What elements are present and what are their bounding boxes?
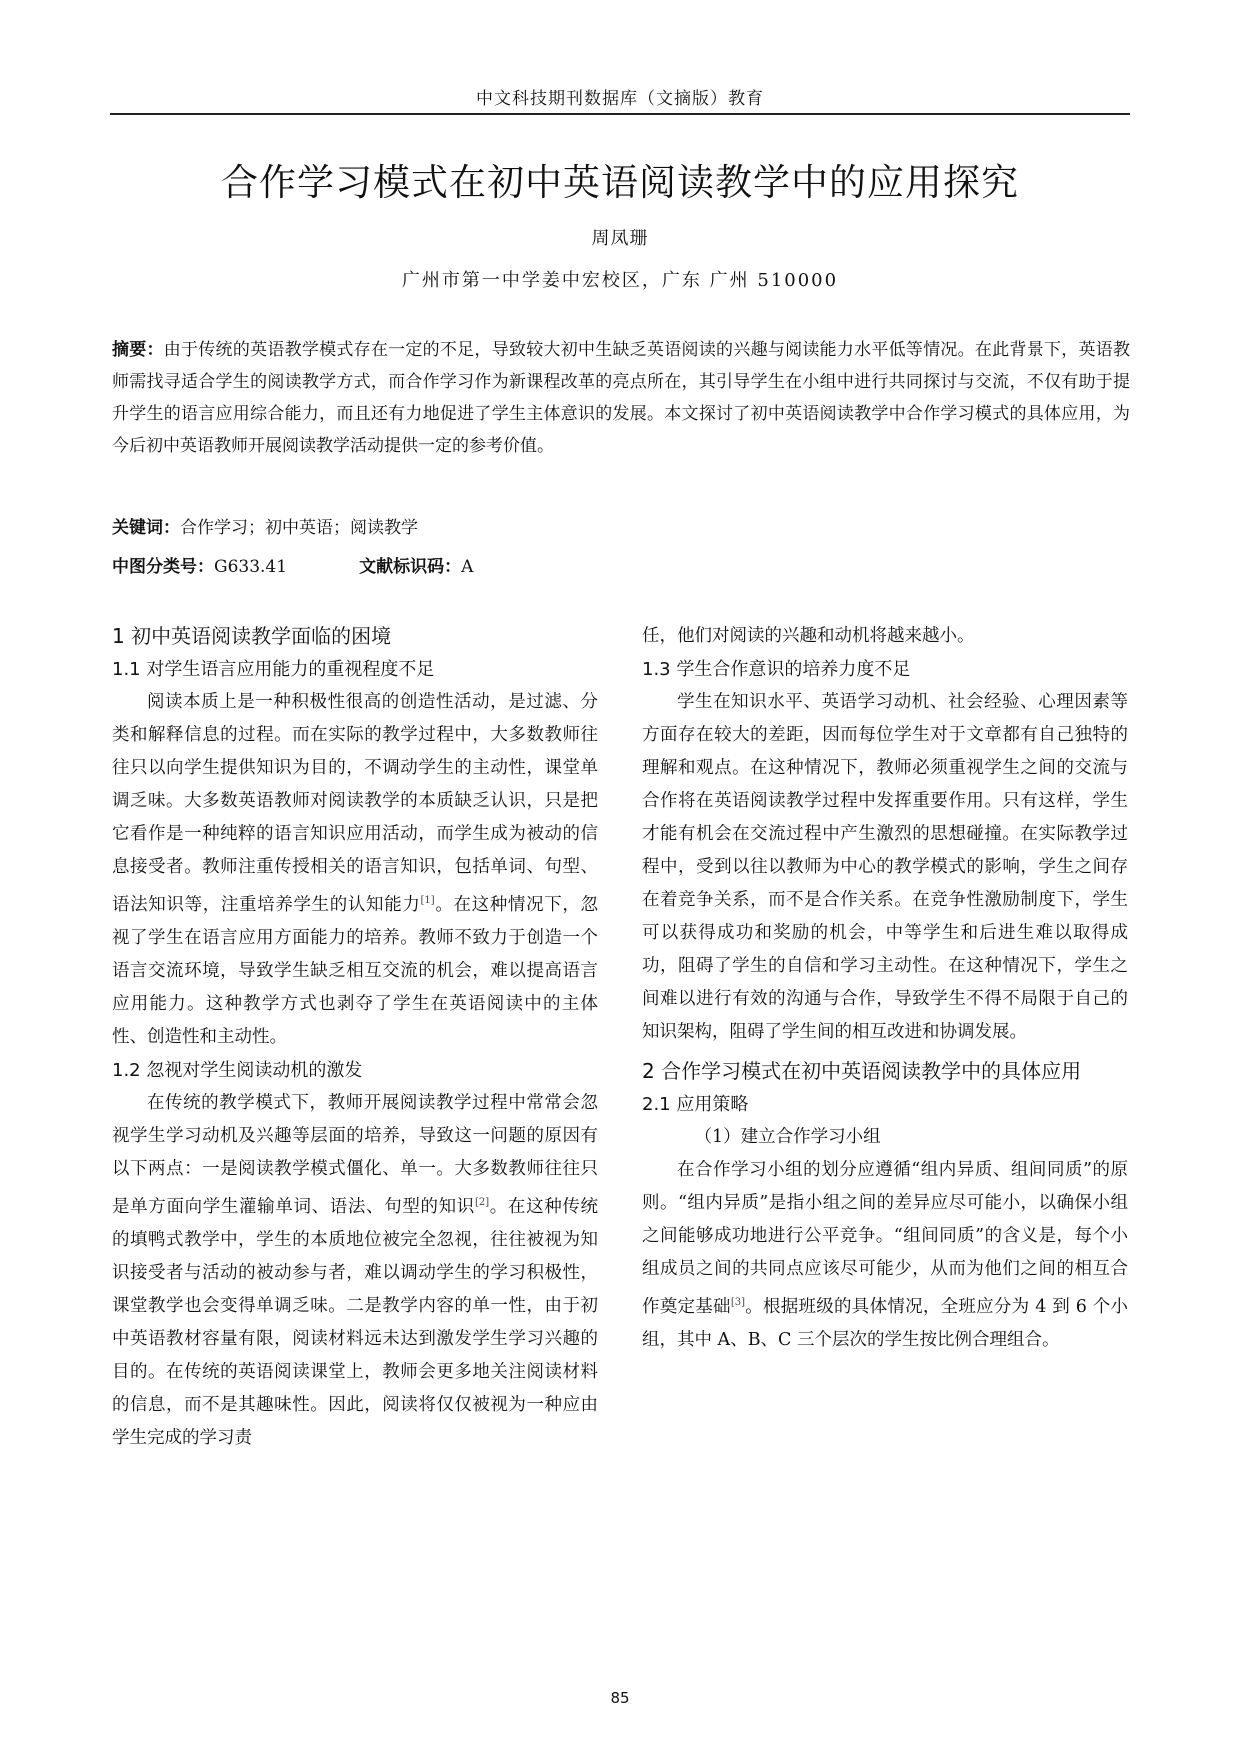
clc-value: G633.41 bbox=[214, 557, 288, 577]
classification-line bbox=[112, 552, 473, 577]
abstract-text: 由于传统的英语教学模式存在一定的不足，导致较大初中生缺乏英语阅读的兴趣与阅读能力水平低等情况。在此背景下，英语教师需找寻适合学生的阅读教学方式，而合作学习作为新课程改革的亮点所在，其引导学生在小组中进行共同探讨与交流，不仅有助于提升学生的语言应用综合能力，而且还有力地促进了学生主体意识的发展。本文探讨了初中英语阅读教学中合作学习模式的具体应用，为今后初中英语教师开展阅读教学活动提供一定的参考价值。 bbox=[112, 340, 1131, 456]
article-author: 周凤珊 bbox=[591, 228, 649, 249]
keywords-label: 关键词： bbox=[112, 518, 180, 538]
section-1-1-heading: 1.1 对学生语言应用能力的重视程度不足 bbox=[112, 659, 435, 680]
section-2-1-heading: 2.1 应用策略 bbox=[642, 1094, 749, 1115]
right-column bbox=[642, 620, 1128, 1357]
section-1-3-heading: 1.3 学生合作意识的培养力度不足 bbox=[642, 659, 911, 680]
citation-ref: [3] bbox=[730, 1297, 745, 1308]
abstract bbox=[112, 334, 1130, 462]
keywords-text: 合作学习；初中英语；阅读教学 bbox=[180, 518, 418, 538]
paragraph-text: 。在这种传统的填鸭式教学中，学生的本质地位被完全忽视，往往被视为知识接受者与活动的被动参与者，难以调动学生的学习积极性，课堂教学也会变得单调乏味。二是教学内容的单一性，由于初中英语教材容量有限，阅读材料远未达到激发学生学习兴趣的目的。在传统的英语阅读课堂上，教师会更多地关注阅读材料的信息，而不是其趣味性。因此，阅读将仅仅被视为一种应由学生完成的学习责 bbox=[112, 1196, 599, 1448]
doc-code-label: 文献标识码： bbox=[359, 557, 462, 577]
section-1-heading: 1 初中英语阅读教学面临的困境 bbox=[112, 624, 392, 648]
citation-ref: [1] bbox=[420, 895, 435, 906]
article-title: 合作学习模式在初中英语阅读教学中的应用探究 bbox=[221, 161, 1019, 204]
paragraph-text: 。在这种情况下，忽视了学生在语言应用方面能力的培养。教师不致力于创造一个语言交流环境，导致学生缺乏相互交流的机会，难以提高语言应用能力。这种教学方式也剥夺了学生在英语阅读中的主体性、创造性和主动性。 bbox=[112, 894, 599, 1047]
section-1-1-paragraph bbox=[112, 686, 598, 1054]
section-1-3-paragraph: 学生在知识水平、英语学习动机、社会经验、心理因素等方面存在较大的差距，因而每位学生对于文章都有自己独特的理解和观点。在这种情况下，教师必须重视学生之间的交流与合作将在英语阅读教学过程中发挥重要作用。只有这样，学生才能有机会在交流过程中产生激烈的思想碰撞。在实际教学过程中，受到以往以教师为中心的教学模式的影响，学生之间存在着竞争关系，而不是合作关系。在竞争性激励制度下，学生可以获得成功和奖励的机会，中等学生和后进生难以取得成功，阻碍了学生的自信和学习主动性。在这种情况下，学生之间难以进行有效的沟通与合作，导致学生不得不局限于自己的知识架构，阻碍了学生间的相互改进和协调发展。 bbox=[642, 692, 1128, 1042]
paragraph-text: 在合作学习小组的划分应遵循“组内异质、组间同质”的原则。“组内异质”是指小组之间的差异应尽可能小，以确保小组之间能够成功地进行公平竞争。“组间同质”的含义是，每个小组成员之间的共同点应该尽可能少，从而为他们之间的相互合作奠定基础 bbox=[642, 1160, 1128, 1317]
paragraph-text: 在传统的教学模式下，教师开展阅读教学过程中常常会忽视学生学习动机及兴趣等层面的培养，导致这一问题的原因有以下两点：一是阅读教学模式僵化、单一。大多数教师往往只是单方面向学生灌输单词、语法、句型的知识 bbox=[112, 1092, 598, 1217]
paragraph-text: 。根据班级的具体情况，全班应分为 4 到 6 个小组，其中 A、B、C 三个层次的学生按比例合理组合。 bbox=[642, 1296, 1128, 1350]
section-2-heading: 2 合作学习模式在初中英语阅读教学中的具体应用 bbox=[642, 1059, 1082, 1083]
keywords bbox=[112, 513, 418, 538]
header-divider bbox=[110, 113, 1130, 115]
left-column bbox=[112, 620, 598, 1455]
section-1-2-heading: 1.2 忽视对学生阅读动机的激发 bbox=[112, 1059, 363, 1081]
citation-ref: [2] bbox=[474, 1196, 490, 1208]
section-1-2-paragraph bbox=[112, 1087, 598, 1455]
page-number: 85 bbox=[610, 1689, 630, 1707]
author-affiliation: 广州市第一中学姜中宏校区，广东 广州 510000 bbox=[401, 270, 839, 291]
continued-text: 任，他们对阅读的兴趣和动机将越来越小。 bbox=[642, 626, 975, 646]
paragraph-text: 阅读本质上是一种积极性很高的创造性活动，是过滤、分类和解释信息的过程。而在实际的教学过程中，大多数教师往往只以向学生提供知识为目的，不调动学生的主动性，课堂单调乏味。大多数英语教师对阅读教学的本质缺乏认识，只是把它看作是一种纯粹的语言知识应用活动，而学生成为被动的信息接受者。教师注重传授相关的语言知识，包括单词、句型、语法知识等，注重培养学生的认知能力 bbox=[112, 692, 598, 915]
abstract-label: 摘要： bbox=[112, 340, 164, 360]
doc-code-value: A bbox=[461, 557, 474, 577]
section-2-1-paragraph bbox=[642, 1154, 1128, 1357]
subsection-item-1: （1）建立合作学习小组 bbox=[694, 1127, 881, 1147]
clc-label: 中图分类号： bbox=[112, 557, 214, 577]
journal-header: 中文科技期刊数据库（文摘版）教育 bbox=[476, 89, 764, 109]
